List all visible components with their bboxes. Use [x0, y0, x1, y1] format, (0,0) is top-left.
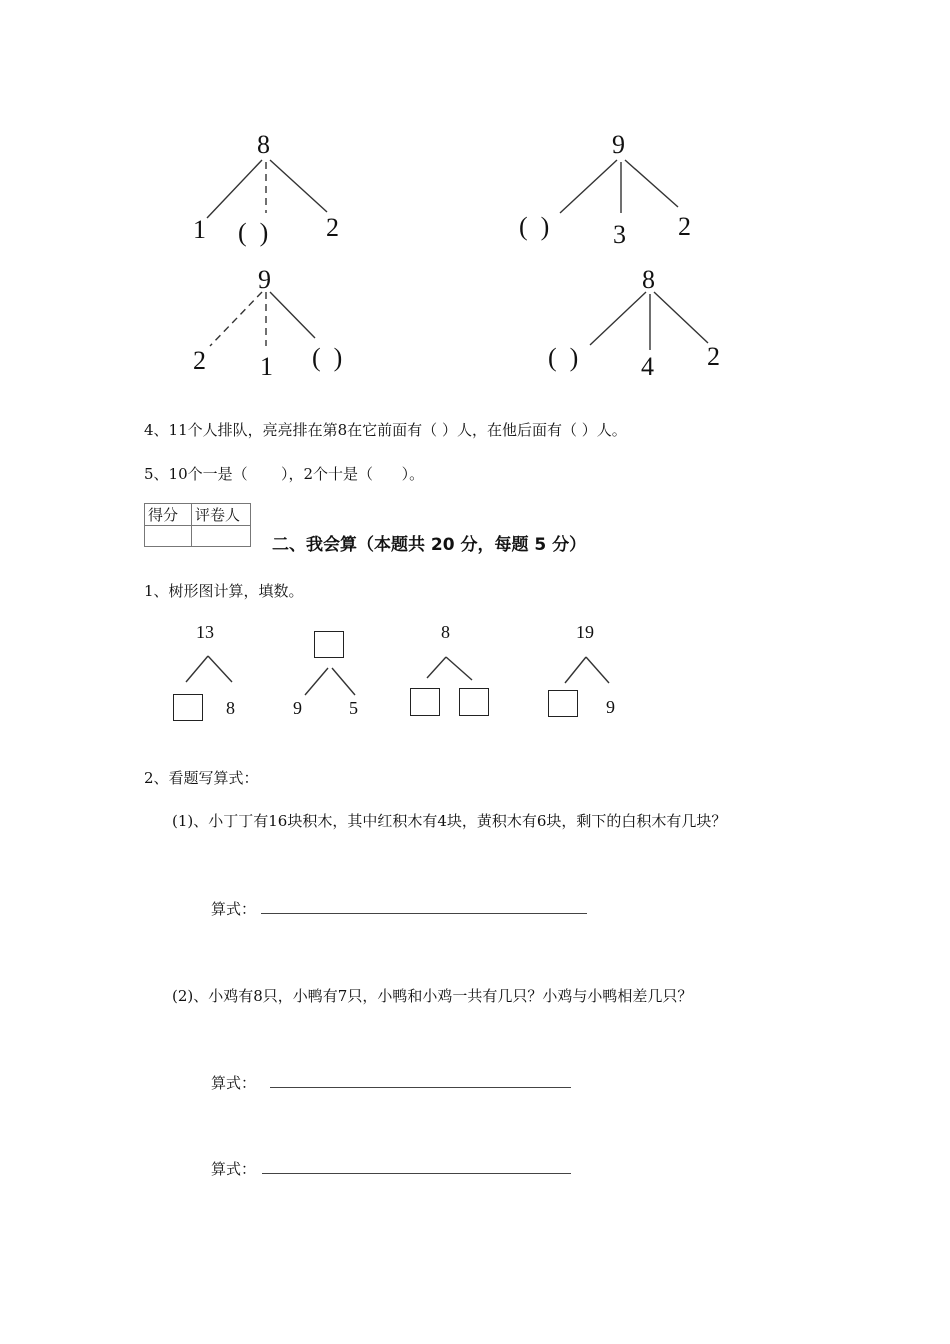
diagram-3-line-right	[270, 292, 315, 338]
problem-1: (1)、小丁丁有16块积木，其中红积木有4块，黄积木有6块，剩下的白积木有几块？	[172, 812, 727, 830]
diagram-4-part-3: 2	[707, 342, 720, 371]
formula-answer-line-3[interactable]	[262, 1173, 571, 1174]
diagram-4-part-1: ( )	[548, 343, 579, 372]
tree-3-line-left	[427, 657, 446, 678]
tree-4-line-right	[586, 657, 609, 683]
formula-label-2: 算式：	[211, 1074, 257, 1092]
formula-answer-line-2[interactable]	[270, 1087, 571, 1088]
formula-label-1: 算式：	[211, 900, 257, 918]
diagram-4-top: 8	[642, 265, 655, 294]
section-2-title: 二、我会算（本题共 20 分，每题 5 分）	[272, 535, 587, 555]
tree-1-line-right	[208, 656, 232, 682]
score-table	[144, 503, 251, 547]
tree-3-top: 8	[441, 622, 450, 642]
problem-2: (2)、小鸡有8只，小鸭有7只，小鸭和小鸡一共有几只？小鸡与小鸭相差几只？	[172, 987, 693, 1005]
formula-answer-line-1[interactable]	[261, 913, 587, 914]
diagram-3-part-1: 2	[193, 346, 206, 375]
tree-3-answer-box-left[interactable]	[410, 688, 440, 716]
tree-2-right: 5	[349, 698, 358, 718]
grader-header: 评卷人	[192, 504, 251, 526]
question-4: 4、11个人排队，亮亮排在第8在它前面有（ ）人，在他后面有（ ）人。	[144, 421, 627, 439]
tree-1-right: 8	[226, 698, 235, 718]
decomposition-diagrams	[0, 0, 950, 400]
tree-2-line-left	[305, 668, 328, 695]
tree-4-line-left	[565, 657, 586, 683]
tree-4-right: 9	[606, 697, 615, 717]
diagram-4-part-2: 4	[641, 352, 654, 381]
tree-3-line-right	[446, 657, 472, 680]
tree-2-line-right	[332, 668, 355, 695]
diagram-3-top: 9	[258, 265, 271, 294]
formula-label-3: 算式：	[211, 1160, 257, 1178]
diagram-3-line-left	[210, 292, 262, 346]
diagram-2-part-3: 2	[678, 212, 691, 241]
tree-2-left: 9	[293, 698, 302, 718]
tree-2-answer-box[interactable]	[314, 631, 344, 658]
diagram-2-line-right	[625, 160, 678, 207]
diagram-1-line-right	[270, 160, 327, 212]
diagram-2-part-1: ( )	[519, 212, 550, 241]
diagram-1-top: 8	[257, 130, 270, 159]
tree-4-top: 19	[576, 622, 594, 642]
diagram-3-part-2: 1	[260, 352, 273, 381]
tree-1-top: 13	[196, 622, 214, 642]
diagram-4-line-left	[590, 292, 646, 345]
tree-1-line-left	[186, 656, 208, 682]
item-2: 2、看题写算式：	[144, 769, 259, 787]
diagram-1-part-3: 2	[326, 213, 339, 242]
tree-3-answer-box-right[interactable]	[459, 688, 489, 716]
diagram-2-part-2: 3	[613, 220, 626, 249]
grader-cell[interactable]	[192, 526, 251, 547]
diagram-4-line-right	[654, 292, 708, 343]
diagram-2-line-left	[560, 160, 617, 213]
diagram-1-part-2: ( )	[238, 218, 269, 247]
tree-4-answer-box[interactable]	[548, 690, 578, 717]
tree-1-answer-box[interactable]	[173, 694, 203, 721]
score-cell[interactable]	[145, 526, 192, 547]
item-1: 1、树形图计算，填数。	[144, 582, 304, 600]
score-header: 得分	[145, 504, 192, 526]
diagram-3-part-3: ( )	[312, 343, 343, 372]
diagram-2-top: 9	[612, 130, 625, 159]
diagram-1-part-1: 1	[193, 215, 206, 244]
diagram-1-line-left	[207, 160, 262, 218]
question-5: 5、10个一是（ ），2个十是（ ）。	[144, 465, 425, 483]
